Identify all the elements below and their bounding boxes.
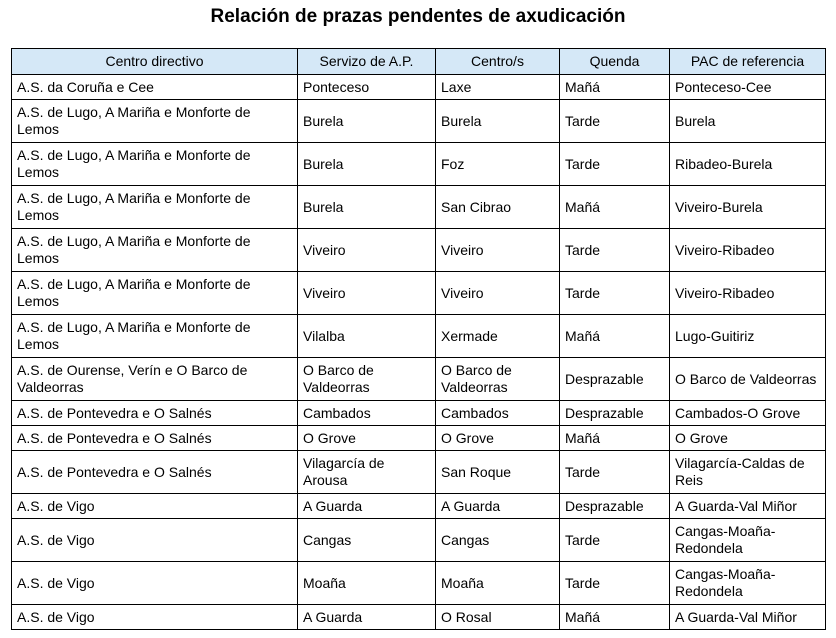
cell-quenda: Tarde — [560, 562, 670, 605]
table-row — [12, 272, 826, 315]
table-row — [12, 605, 826, 630]
cell-servizo: A Guarda — [298, 605, 436, 630]
table-row — [12, 519, 826, 562]
cell-centro: San Roque — [436, 451, 560, 494]
cell-centro-directivo: A.S. de Lugo, A Mariña e Monforte de Lemos — [12, 272, 298, 315]
table-row — [12, 494, 826, 519]
cell-quenda: Tarde — [560, 100, 670, 143]
cell-servizo: Viveiro — [298, 229, 436, 272]
cell-centro: Laxe — [436, 75, 560, 100]
cell-centro: Viveiro — [436, 272, 560, 315]
cell-servizo: Vilalba — [298, 315, 436, 358]
cell-pac: Ribadeo-Burela — [670, 143, 826, 186]
cell-centro-directivo: A.S. de Pontevedra e O Salnés — [12, 401, 298, 426]
table-row — [12, 186, 826, 229]
table-row — [12, 401, 826, 426]
cell-servizo: Ponteceso — [298, 75, 436, 100]
cell-centro-directivo: A.S. de Vigo — [12, 605, 298, 630]
cell-centro: O Rosal — [436, 605, 560, 630]
cell-quenda: Tarde — [560, 519, 670, 562]
cell-quenda: Mañá — [560, 426, 670, 451]
cell-pac: Ponteceso-Cee — [670, 75, 826, 100]
cell-centro: Foz — [436, 143, 560, 186]
cell-centro: Moaña — [436, 562, 560, 605]
cell-quenda: Mañá — [560, 186, 670, 229]
table-row — [12, 75, 826, 100]
cell-servizo: Burela — [298, 100, 436, 143]
cell-quenda: Mañá — [560, 315, 670, 358]
cell-quenda: Mañá — [560, 605, 670, 630]
cell-centro-directivo: A.S. de Lugo, A Mariña e Monforte de Lemos — [12, 143, 298, 186]
cell-centro: Cambados — [436, 401, 560, 426]
table-row — [12, 562, 826, 605]
cell-centro-directivo: A.S. de Lugo, A Mariña e Monforte de Lemos — [12, 100, 298, 143]
cell-centro-directivo: A.S. de Vigo — [12, 562, 298, 605]
cell-centro: A Guarda — [436, 494, 560, 519]
table-header-row — [12, 49, 826, 75]
column-header: PAC de referencia — [670, 49, 826, 75]
cell-servizo: Burela — [298, 186, 436, 229]
page-title: Relación de prazas pendentes de axudicación — [210, 6, 626, 27]
cell-centro-directivo: A.S. de Pontevedra e O Salnés — [12, 426, 298, 451]
cell-quenda: Tarde — [560, 229, 670, 272]
cell-quenda: Tarde — [560, 143, 670, 186]
cell-servizo: A Guarda — [298, 494, 436, 519]
cell-centro: Cangas — [436, 519, 560, 562]
cell-centro-directivo: A.S. de Vigo — [12, 494, 298, 519]
column-header: Quenda — [560, 49, 670, 75]
cell-centro: O Barco de Valdeorras — [436, 358, 560, 401]
table-row — [12, 100, 826, 143]
cell-centro-directivo: A.S. de Ourense, Verín e O Barco de Valdeorras — [12, 358, 298, 401]
cell-quenda: Desprazable — [560, 401, 670, 426]
cell-pac: Cambados-O Grove — [670, 401, 826, 426]
cell-servizo: Cangas — [298, 519, 436, 562]
cell-pac: Viveiro-Ribadeo — [670, 272, 826, 315]
column-header: Centro directivo — [12, 49, 298, 75]
cell-servizo: Moaña — [298, 562, 436, 605]
cell-centro-directivo: A.S. de Vigo — [12, 519, 298, 562]
table-row — [12, 358, 826, 401]
cell-servizo: Vilagarcía de Arousa — [298, 451, 436, 494]
cell-pac: A Guarda-Val Miñor — [670, 605, 826, 630]
cell-servizo: O Grove — [298, 426, 436, 451]
cell-centro: Xermade — [436, 315, 560, 358]
cell-centro: O Grove — [436, 426, 560, 451]
cell-quenda: Tarde — [560, 272, 670, 315]
cell-quenda: Desprazable — [560, 358, 670, 401]
cell-pac: Cangas-Moaña-Redondela — [670, 519, 826, 562]
cell-pac: Lugo-Guitiriz — [670, 315, 826, 358]
column-header: Centro/s — [436, 49, 560, 75]
cell-quenda: Tarde — [560, 451, 670, 494]
cell-centro-directivo: A.S. de Pontevedra e O Salnés — [12, 451, 298, 494]
cell-quenda: Desprazable — [560, 494, 670, 519]
cell-centro: San Cibrao — [436, 186, 560, 229]
cell-servizo: O Barco de Valdeorras — [298, 358, 436, 401]
cell-centro-directivo: A.S. de Lugo, A Mariña e Monforte de Lemos — [12, 315, 298, 358]
table-row — [12, 229, 826, 272]
cell-centro: Viveiro — [436, 229, 560, 272]
cell-pac: Viveiro-Burela — [670, 186, 826, 229]
table-row — [12, 315, 826, 358]
cell-pac: Burela — [670, 100, 826, 143]
vacancies-table — [11, 48, 826, 630]
table-row — [12, 426, 826, 451]
cell-pac: Viveiro-Ribadeo — [670, 229, 826, 272]
cell-pac: A Guarda-Val Miñor — [670, 494, 826, 519]
table-row — [12, 143, 826, 186]
cell-centro-directivo: A.S. da Coruña e Cee — [12, 75, 298, 100]
cell-centro-directivo: A.S. de Lugo, A Mariña e Monforte de Lemos — [12, 229, 298, 272]
table-row — [12, 451, 826, 494]
cell-centro-directivo: A.S. de Lugo, A Mariña e Monforte de Lemos — [12, 186, 298, 229]
cell-servizo: Cambados — [298, 401, 436, 426]
cell-pac: Cangas-Moaña-Redondela — [670, 562, 826, 605]
cell-servizo: Burela — [298, 143, 436, 186]
column-header: Servizo de A.P. — [298, 49, 436, 75]
cell-centro: Burela — [436, 100, 560, 143]
cell-pac: O Grove — [670, 426, 826, 451]
cell-pac: O Barco de Valdeorras — [670, 358, 826, 401]
cell-quenda: Mañá — [560, 75, 670, 100]
cell-pac: Vilagarcía-Caldas de Reis — [670, 451, 826, 494]
cell-servizo: Viveiro — [298, 272, 436, 315]
